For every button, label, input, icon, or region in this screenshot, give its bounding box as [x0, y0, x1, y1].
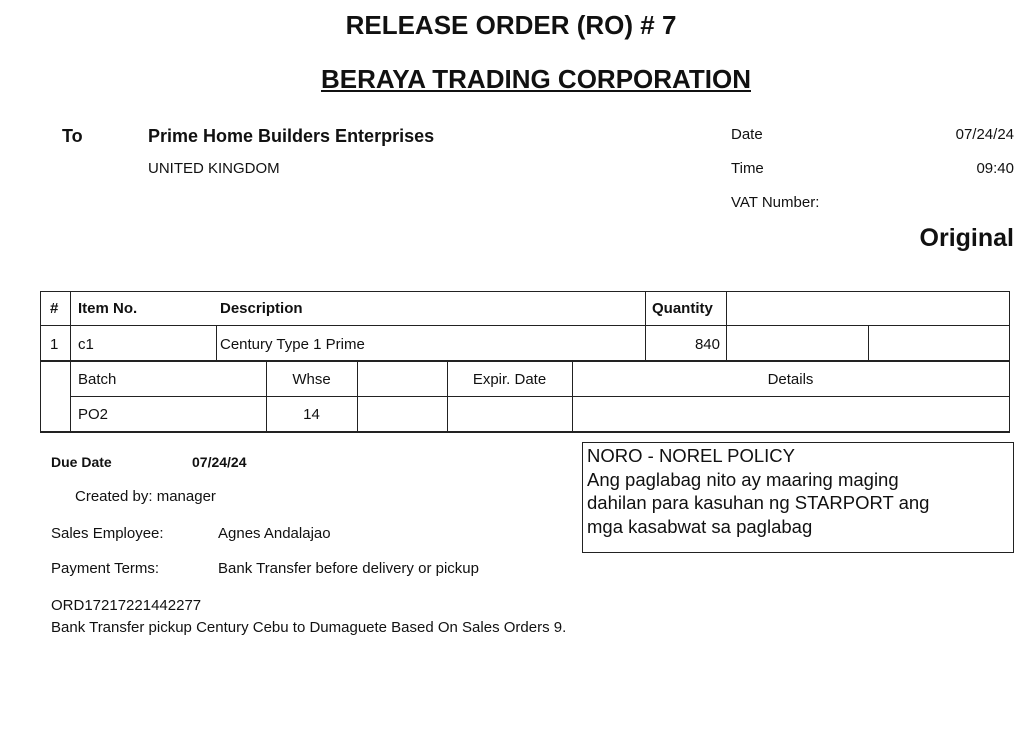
- to-label: To: [62, 126, 83, 146]
- row-quantity: 840: [694, 336, 720, 353]
- payment-terms-label: Payment Terms:: [51, 560, 160, 577]
- policy-line: NORO - NOREL POLICY: [587, 445, 795, 466]
- row-item-no: c1: [78, 336, 94, 353]
- row-num: 1: [50, 336, 59, 353]
- col-header-whse: Whse: [292, 371, 331, 388]
- time-label: Time: [731, 160, 764, 177]
- due-date-value: 07/24/24: [192, 454, 247, 470]
- policy-box: [582, 442, 1014, 553]
- policy-line: dahilan para kasuhan ng STARPORT ang: [587, 492, 930, 513]
- payment-terms-value: Bank Transfer before delivery or pickup: [218, 560, 479, 577]
- recipient-address: UNITED KINGDOM: [148, 160, 280, 177]
- row-description: Century Type 1 Prime: [220, 336, 365, 353]
- row-batch: PO2: [78, 406, 109, 423]
- date-label: Date: [731, 126, 763, 143]
- recipient-name: Prime Home Builders Enterprises: [148, 126, 435, 146]
- created-by: Created by: manager: [75, 488, 216, 505]
- reference-number: ORD17217221442277: [51, 597, 202, 614]
- col-header-quantity: Quantity: [652, 300, 713, 317]
- sales-employee-value: Agnes Andalajao: [218, 525, 331, 542]
- vat-label: VAT Number:: [731, 194, 820, 211]
- document-title: RELEASE ORDER (RO) # 7: [345, 10, 677, 40]
- col-header-batch: Batch: [78, 371, 117, 388]
- due-date-label: Due Date: [51, 454, 112, 470]
- row-whse: 14: [303, 406, 320, 423]
- date-value: 07/24/24: [955, 126, 1014, 143]
- col-header-details: Details: [767, 371, 814, 388]
- policy-line: Ang paglabag nito ay maaring maging: [587, 468, 899, 490]
- policy-line: mga kasabwat sa paglabag: [587, 515, 813, 537]
- remarks: Bank Transfer pickup Century Cebu to Dumaguete Based On Sales Orders 9.: [51, 619, 567, 636]
- col-header-description: Description: [220, 300, 303, 317]
- col-header-expir-date: Expir. Date: [472, 371, 547, 388]
- copy-type-label: Original: [919, 224, 1014, 252]
- col-header-num: #: [50, 300, 59, 317]
- company-name: BERAYA TRADING CORPORATION: [320, 64, 751, 94]
- sales-employee-label: Sales Employee:: [51, 525, 164, 542]
- col-header-item-no: Item No.: [78, 300, 138, 317]
- time-value: 09:40: [976, 160, 1014, 177]
